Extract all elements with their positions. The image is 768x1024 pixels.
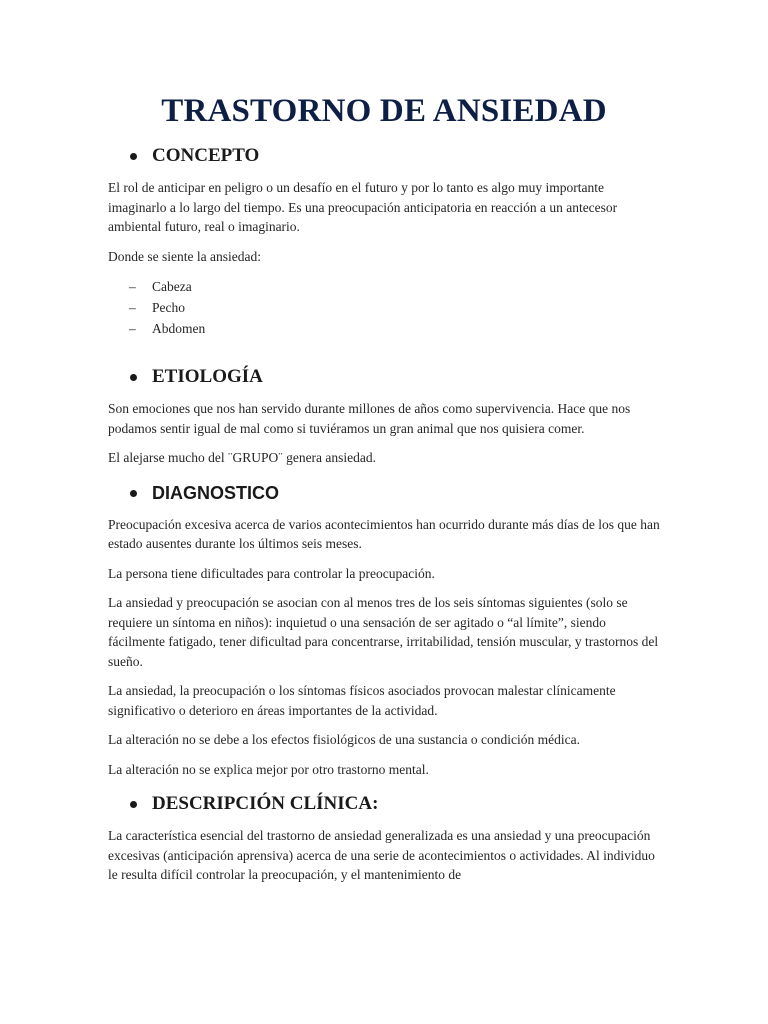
paragraph: La ansiedad, la preocupación o los síntomas físicos asociados provocan malestar clínicamente significativo o deterioro en áreas importantes de la actividad. <box>108 683 616 718</box>
paragraph: La característica esencial del trastorno de ansiedad generalizada es una ansiedad y una preocupación excesivas (anticipación aprensiva) acerca de una serie de acontecimientos o actividades. Al individuo le resulta difícil controlar la preocupación, y el mantenimiento de <box>108 828 655 882</box>
paragraph: La alteración no se explica mejor por otro trastorno mental. <box>108 761 429 777</box>
bullet-icon <box>130 153 137 160</box>
dash-icon: – <box>129 300 136 315</box>
list-item <box>108 276 660 297</box>
list-item-label: Cabeza <box>152 279 192 294</box>
section-heading-diagnostico <box>108 481 660 505</box>
section-heading-label: DESCRIPCIÓN CLÍNICA: <box>152 793 379 814</box>
paragraph: La ansiedad y preocupación se asocian con al menos tres de los seis síntomas siguientes (solo se requiere un síntoma en niños): inquietud o una sensación de ser agitado o “al límite”, siendo fácilmente fatigado, tener dificultad para concentrarse, irritabilidad, tensión muscular, y trastornos del sueño. <box>108 595 659 669</box>
list-item-label: Pecho <box>152 300 185 315</box>
list-item <box>108 318 660 339</box>
dash-icon: – <box>129 321 136 336</box>
paragraph: El alejarse mucho del ¨GRUPO¨ genera ansiedad. <box>108 450 377 465</box>
section-heading-label: DIAGNOSTICO <box>152 482 280 503</box>
section-heading-concepto <box>108 144 660 168</box>
document-title: TRASTORNO DE ANSIEDAD <box>161 93 607 129</box>
bullet-icon <box>130 374 137 381</box>
bullet-icon <box>130 801 137 808</box>
paragraph: La persona tiene dificultades para controlar la preocupación. <box>108 565 435 581</box>
paragraph: Donde se siente la ansiedad: <box>108 248 261 264</box>
paragraph: El rol de anticipar en peligro o un desafío en el futuro y por lo tanto es algo muy importante imaginarlo a lo largo del tiempo. Es una preocupación anticipatoria en reacción a un antecesor ambiental futuro, real o imaginario. <box>108 180 618 234</box>
section-heading-label: CONCEPTO <box>152 145 260 166</box>
list-item-label: Abdomen <box>152 321 206 336</box>
dash-icon: – <box>129 279 136 294</box>
paragraph: Son emociones que nos han servido durante millones de años como supervivencia. Hace que nos podamos sentir igual de mal como si tuviéramos un gran animal que nos quisiera comer. <box>108 401 631 436</box>
dash-list <box>108 276 660 339</box>
section-heading-label: ETIOLOGÍA <box>152 366 263 387</box>
paragraph: La alteración no se debe a los efectos fisiológicos de una sustancia o condición médica. <box>108 732 580 747</box>
section-heading-etiologia <box>108 365 660 389</box>
paragraph: Preocupación excesiva acerca de varios acontecimientos han ocurrido durante más días de los que han estado ausentes durante los últimos seis meses. <box>108 516 660 551</box>
section-heading-descripcion-clinica <box>108 792 660 816</box>
list-item <box>108 297 660 318</box>
bullet-icon <box>130 490 137 497</box>
